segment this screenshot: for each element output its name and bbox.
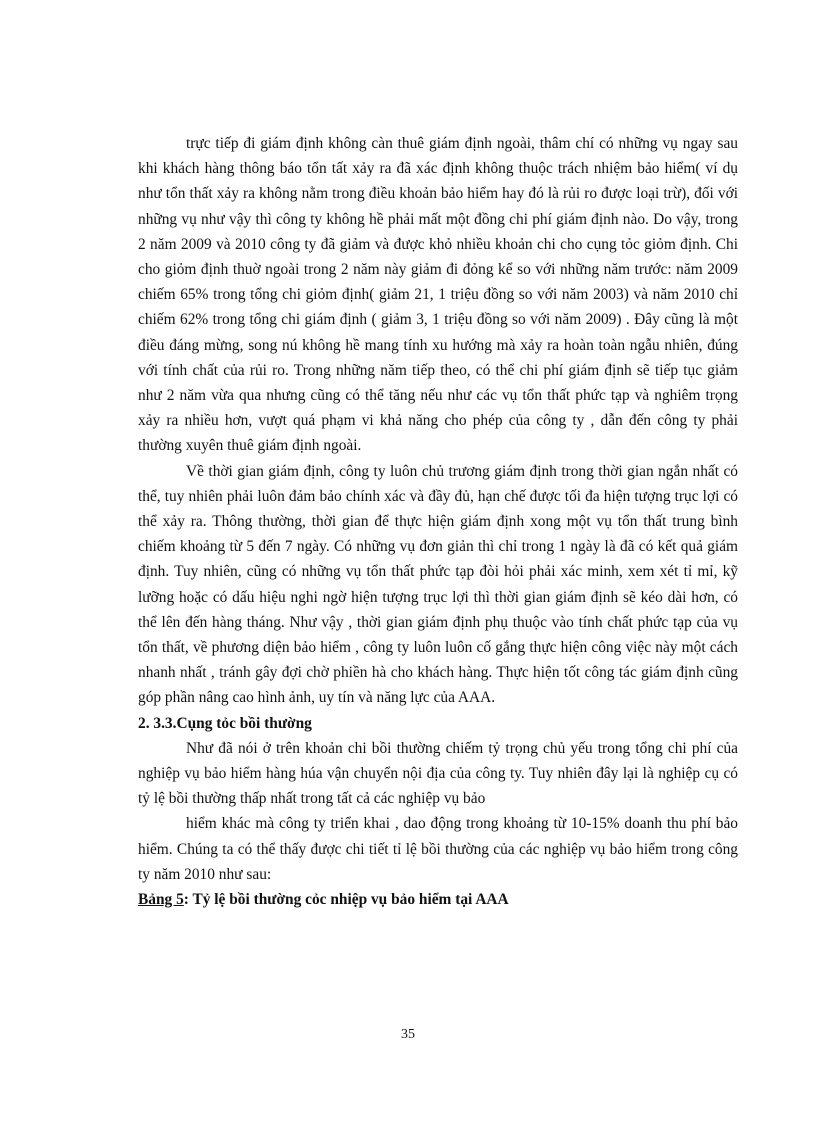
- paragraph-2: Về thời gian giám định, công ty luôn chủ trương giám định trong thời gian ngắn nhất có thể, tuy nhiên phải luôn đảm bảo chính xác và đầy đủ, hạn chế được tối đa hiện tượng trục lợi có thể xảy ra. Thông thường, thời gian để thực hiện giám định xong một vụ tổn thất trung bình chiếm khoảng từ 5 đến 7 ngày. Có những vụ đơn giản thì chỉ trong 1 ngày là đã có kết quả giám định. Tuy nhiên, cũng có những vụ tổn thất phức tạp đòi hỏi phải xác minh, xem xét tỉ mỉ, kỹ lưỡng hoặc có dấu hiệu nghi ngờ hiện tượng trục lợi thì thời gian giám định sẽ kéo dài hơn, có thể lên đến hàng tháng. Như vậy , thời gian giám định phụ thuộc vào tính chất phức tạp của vụ tổn thất, về phương diện bảo hiểm , công ty luôn luôn cố gắng thực hiện công việc này một cách nhanh nhất , tránh gây đợi chờ phiền hà cho khách hàng. Thực hiện tốt công tác giám định cũng góp phần nâng cao hình ảnh, uy tín và năng lực của AAA.: [138, 462, 738, 707]
- paragraph-1: trực tiếp đi giám định không càn thuê giám định ngoài, thâm chí có những vụ ngay sau khi khách hàng thông báo tổn tất xảy ra đã xác định không thuộc trách nhiệm bảo hiểm( ví dụ như tổn thất xảy ra không nằm trong điều khoản bảo hiểm hay đó là rủi ro được loại trừ), đối với những vụ như vậy thì công ty không hề phải mất một đồng chi phí giám định nào. Do vậy, trong 2 năm 2009 và 2010 công ty đã giảm và được khỏ nhiều khoản chi cho cụng tỏc giỏm định. Chi cho giỏm định thuờ ngoài trong 2 năm này giảm đi đỏng kể so với những năm trước: năm 2009 chiếm 65% trong tổng chi giỏm định( giảm 21, 1 triệu đồng so với năm 2003) và năm 2010 chỉ chiếm 62% trong tổng chi giám định ( giảm 3, 1 triệu đồng so với năm 2009) . Đây cũng là một điều đáng mừng, song nú không hề mang tính xu hướng mà xảy ra hoàn toàn ngẫu nhiên, đúng với tính chất của rủi ro. Trong những năm tiếp theo, có thể chi phí giám định sẽ tiếp tục giảm như 2 năm vừa qua nhưng cũng có thể tăng nếu như các vụ tổn thất phức tạp và nghiêm trọng xảy ra nhiều hơn, vượt quá phạm vi khả năng cho phép của công ty , dẫn đến công ty phải thường xuyên thuê giám định ngoài.: [138, 135, 738, 455]
- table-caption: [138, 887, 738, 912]
- paragraph-4: hiểm khác mà công ty triển khai , dao động trong khoảng từ 10-15% doanh thu phí bảo hiểm. Chúng ta có thể thấy được chi tiết tỉ lệ bồi thường của các nghiệp vụ bảo hiểm trong công ty năm 2010 như sau:: [138, 815, 738, 883]
- paragraph-3: Như đã nói ở trên khoản chi bồi thường chiếm tỷ trọng chủ yếu trong tổng chi phí của nghiệp vụ bảo hiểm hàng húa vận chuyển nội địa của công ty. Tuy nhiên đây lại là nghiệp cụ có tỷ lệ bồi thường thấp nhất trong tất cả các nghiệp vụ bảo: [138, 739, 738, 808]
- table-caption-text: : Tỷ lệ bồi thường cỏc nhiệp vụ bảo hiểm tại AAA: [183, 891, 509, 909]
- section-heading: 2. 3.3.Cụng tỏc bồi thường: [138, 714, 312, 732]
- document-body: [138, 131, 738, 912]
- page-number: 35: [401, 1027, 415, 1042]
- table-caption-label: Bảng 5: [138, 891, 184, 909]
